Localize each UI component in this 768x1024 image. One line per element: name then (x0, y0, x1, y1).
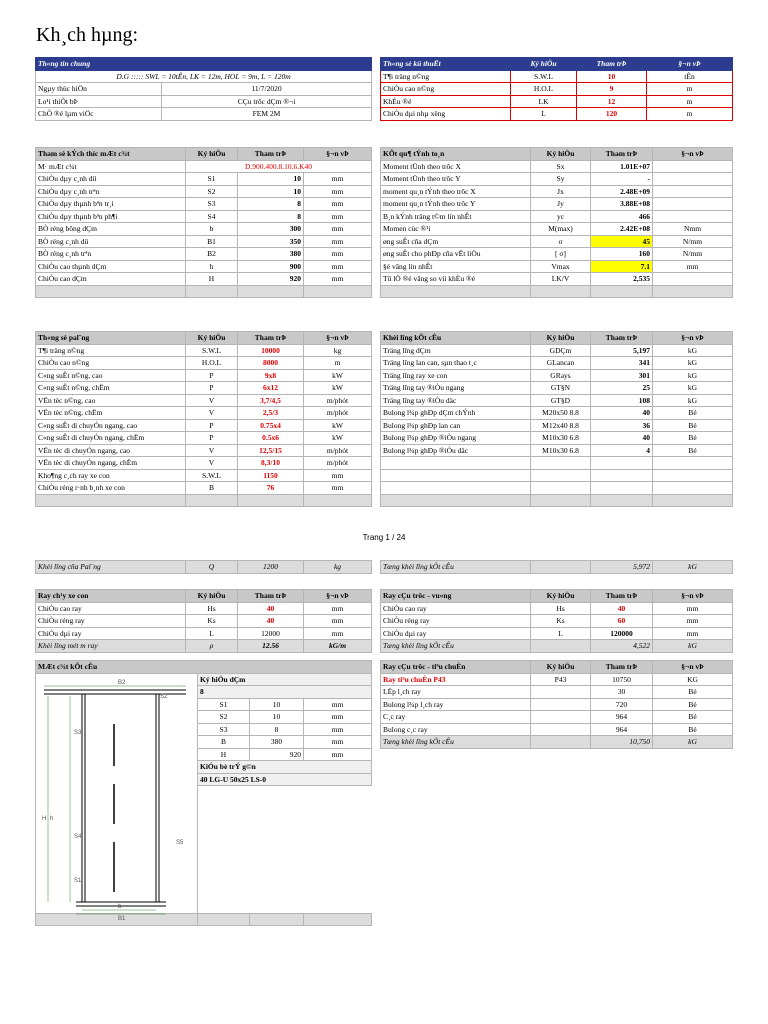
label-s3: S3 (74, 730, 82, 736)
table-row: Moment tÜnh theo trôc X Sx 1.01E+07 (381, 160, 733, 173)
table-row: ChiÒu cao ray Hs 40 mm (381, 602, 733, 615)
table-row: H 920 mm (36, 748, 372, 761)
table-row: Träng lîng tay ®iÒu ngang GT§N 25 kG (381, 382, 733, 395)
label-s2: S2 (160, 694, 168, 700)
table-row: S2 10 mm (36, 711, 372, 724)
table-row: C«ng suÊt di chuyÓn ngang, chËm P 0.5x6 kW (36, 432, 372, 445)
table-row: BÒ réng c¸nh díi B1 350 mm (36, 235, 372, 248)
table-row: Träng lîng dÇm GDÇm 5,197 kG (381, 344, 733, 357)
table-row: S3 8 mm (36, 723, 372, 736)
table-row: S1 10 mm (36, 698, 372, 711)
table-row: ChiÒu cao ray Hs 40 mm (36, 602, 372, 615)
table-row: Träng lîng tay ®iÒu däc GT§D 108 kG (381, 394, 733, 407)
calc-results-table: KÕt qu¶ tÝnh to¸n Ký hiÖu Tham trÞ §¬n vÞ Moment tÜnh theo trôc X Sx 1.01E+07 Moment tÜnh theo trôc Y Sy - moment qu¸n tÝnh theo trôc X Jx 2.48E+09 moment qu¸n tÝnh theo trôc Y Jy 3.88E+08 B¸n kÝnh träng t©m lín nhÊt yc 466 Momen cùc ®¹i M(max) 2.42E+08 Nmm øng suÊt cña dÇm σ 45 N/mm øng suÊt cho phÐp cña vËt liÖu [ σ] 160 N/mm §é vâng lín nhÊt Vmax 7.1 mm Tû lÖ ®é vâng so víi khÈu ®é LK/V 2,535 (380, 147, 733, 298)
table-row: Tû lÖ ®é vâng so víi khÈu ®é LK/V 2,535 (381, 273, 733, 286)
table-row: ChiÒu dµy thµnh bªn ph¶i S4 8 mm (36, 210, 372, 223)
table-row: Bulong l¾p ghÐp dÇm chÝnh M20x50 8.8 40 Bé (381, 407, 733, 420)
table-row: ChiÒu dµy c¸nh díi S1 10 mm (36, 173, 372, 186)
tech-spec-table: Th«ng sè kü thuËt Ký hiÖu Tham trÞ §¬n vÞ T¶i träng n©ng S.W.L 10 tÊn ChiÒu cao n©ng H.O.L 9 m KhÈu ®é LK 12 m ChiÒu dµi nhµ xëng L 120 m (380, 57, 733, 121)
standard-rail-table: Ray cÇu trôc - tiªu chuÈn Ký hiÖu Tham trÞ §¬n vÞ Ray tiªu chuÈn P43 P43 10750 KG LËp l¸ch ray 30 Bé Bulong l¾p l¸ch ray 720 Bé C¸c ray 964 Bé Bulong c¸c ray 964 Bé Tæng khèi lîng kÕt cÊu 10,750 kG (380, 660, 733, 749)
table-row: ChiÒu dµy c¸nh trªn S2 10 mm (36, 185, 372, 198)
beam-params-table: Tham sè kÝch thíc mÆt c¾t Ký hiÖu Tham trÞ §¬n vÞ M· mÆt c¾t D.900.400.8.10.6.K40 ChiÒu dµy c¸nh díi S1 10 mm ChiÒu dµy c¸nh trªn S2 10 mm ChiÒu dµy thµnh bªn tr¸i S3 8 mm ChiÒu dµy thµnh bªn ph¶i S4 8 mm BÒ réng bông dÇm b 300 mm BÒ réng c¸nh díi B1 350 mm BÒ réng c¸nh trªn B2 380 mm ChiÒu cao thµnh dÇm h 900 mm ChiÒu cao dÇm H 920 mm (35, 147, 372, 298)
table-row: ChiÒu réng ray Ks 60 mm (381, 615, 733, 628)
table-row: B¸n kÝnh träng t©m lín nhÊt yc 466 (381, 210, 733, 223)
table-row: ChiÒu cao n©ng H.O.L 8000 m (36, 357, 372, 370)
table-row: moment qu¸n tÝnh theo trôc Y Jy 3.88E+08 (381, 198, 733, 211)
table-row: øng suÊt cho phÐp cña vËt liÖu [ σ] 160 N/mm (381, 248, 733, 261)
table-row: Ngµy thùc hiÖn 11/7/2020 (36, 83, 372, 96)
table-row: moment qu¸n tÝnh theo trôc X Jx 2.48E+09 (381, 185, 733, 198)
table-row: VËn tèc di chuyÓn ngang, chËm V 8,3/10 m/phót (36, 457, 372, 470)
table-row: ChiÒu dµi ray L 12000 mm (36, 627, 372, 640)
table-row: ChiÒu dµi ray L 120000 mm (381, 627, 733, 640)
table-row: ChiÒu cao dÇm H 920 mm (36, 273, 372, 286)
table-row: Träng lîng ray xe con GRays 301 kG (381, 369, 733, 382)
table-row: VËn tèc n©ng, cao V 3,7/4,5 m/phót (36, 394, 372, 407)
hoist-params-table: Th«ng sè pal¨ng Ký hiÖu Tham trÞ §¬n vÞ T¶i träng n©ng S.W.L 10000 kg ChiÒu cao n©ng H.O.L 8000 m C«ng suÊt n©ng, cao P 9x8 kW C«ng suÊt n©ng, chËm P 6x12 kW VËn tèc n©ng, cao V 3,7/4,5 m/phót VËn tèc n©ng, chËm V 2,5/3 m/phót C«ng suÊt di chuyÓn ngang, cao P 0.75x4 kW C«ng suÊt di chuyÓn ngang, chËm P 0.5x6 kW VËn tèc di chuyÓn ngang, cao V 12,5/15 m/phót VËn tèc di chuyÓn ngang, chËm V 8,3/10 m/phót Kho¶ng c¸ch ray xe con S.W.L 1150 mm ChiÒu réng r·nh b¸nh xe con B 76 mm (35, 331, 372, 507)
table-row: BÒ réng bông dÇm b 300 mm (36, 223, 372, 236)
label-h-total: H (42, 816, 47, 822)
table-row: M· mÆt c¾t D.900.400.8.10.6.K40 (36, 160, 372, 173)
hoist-weight-summary: Khèi lîng cña Pal¨ng Q 1200 kg (35, 560, 372, 574)
general-subtitle: D.G ::::: SWL = 10tÊn, LK = 12m, HOL = 9m, L = 120m (36, 70, 372, 83)
table-row: C«ng suÊt n©ng, chËm P 6x12 kW (36, 382, 372, 395)
label-b1: B1 (118, 916, 126, 922)
table-row: ChiÒu dµy thµnh bªn tr¸i S3 8 mm (36, 198, 372, 211)
table-row: ChiÒu cao n©ng H.O.L 9 m (381, 83, 733, 96)
table-row: B 380 mm (36, 736, 372, 749)
table-row: Moment tÜnh theo trôc Y Sy - (381, 173, 733, 186)
table-row: LËp l¸ch ray 30 Bé (381, 686, 733, 699)
table-row: ChiÒu cao thµnh dÇm h 900 mm (36, 260, 372, 273)
general-info-table (35, 57, 372, 121)
table-row: VËn tèc di chuyÓn ngang, cao V 12,5/15 m/phót (36, 444, 372, 457)
structure-weight-summary: Tæng khèi lîng kÕt cÊu 5,972 kG (380, 560, 733, 574)
table-row: T¶i träng n©ng S.W.L 10 tÊn (381, 70, 733, 83)
label-b: b (118, 904, 122, 910)
page-number: Trang 1 / 24 (362, 533, 406, 542)
table-row: ChiÒu réng r·nh b¸nh xe con B 76 mm (36, 482, 372, 495)
table-row: C¸c ray 964 Bé (381, 711, 733, 724)
table-row: Träng lîng lan can, sµn thao t¸c GLancan 341 kG (381, 357, 733, 370)
section-header: MÆt c¾t kÕt cÊu (36, 661, 372, 674)
section-table: MÆt c¾t kÕt cÊu Ký hiÖu dÇm 8 S1 10 mm S2 10 mm S3 8 mm B 380 mm H 920 mm KiÓu bè trÝ g©n 40 LG-U 50x25 LS-0 (35, 660, 372, 926)
table-row: C«ng suÊt di chuyÓn ngang, cao P 0.75x4 kW (36, 419, 372, 432)
table-row: ChiÒu réng ray Ks 40 mm (36, 615, 372, 628)
label-b2: B2 (118, 680, 126, 686)
table-row: KhÈu ®é LK 12 m (381, 95, 733, 108)
table-row: T¶i träng n©ng S.W.L 10000 kg (36, 344, 372, 357)
table-row: C«ng suÊt n©ng, cao P 9x8 kW (36, 369, 372, 382)
table-row: Bulong c¸c ray 964 Bé (381, 723, 733, 736)
table-row: Bulong l¾p ghÐp ®iÒu däc M10x30 6.8 4 Bé (381, 444, 733, 457)
table-row: ChÕ ®é lµm viÖc FEM 2M (36, 108, 372, 121)
table-row: Bulong l¾p ghÐp ®iÒu ngang M10x30 6.8 40 Bé (381, 432, 733, 445)
table-row: Bulong l¾p l¸ch ray 720 Bé (381, 698, 733, 711)
table-row: BÒ réng c¸nh trªn B2 380 mm (36, 248, 372, 261)
label-s1: S1 (74, 878, 82, 884)
label-s5: S5 (176, 840, 184, 846)
table-row: Bulong l¾p ghÐp lan can M12x40 8.8 36 Bé (381, 419, 733, 432)
table-row: VËn tèc n©ng, chËm V 2,5/3 m/phót (36, 407, 372, 420)
girder-section-drawing (36, 674, 194, 924)
table-row: §é vâng lín nhÊt Vmax 7.1 mm (381, 260, 733, 273)
label-s4: S4 (74, 834, 82, 840)
table-row: Kho¶ng c¸ch ray xe con S.W.L 1150 mm (36, 469, 372, 482)
table-row: Lo¹i thiÕt bÞ CÇu trôc dÇm ®¬i (36, 95, 372, 108)
square-rail-table: Ray cÇu trôc - vu«ng Ký hiÖu Tham trÞ §¬n vÞ ChiÒu cao ray Hs 40 mm ChiÒu réng ray Ks 60 mm ChiÒu dµi ray L 120000 mm Tæng khèi lîng kÕt cÊu 4,522 kG (380, 589, 733, 653)
table-row: ChiÒu dµi nhµ xëng L 120 m (381, 108, 733, 121)
weights-table: Khèi lîng kÕt cÊu Ký hiÖu Tham trÞ §¬n vÞ Träng lîng dÇm GDÇm 5,197 kG Träng lîng lan can, sµn thao t¸c GLancan 341 kG Träng lîng ray xe con GRays 301 kG Träng lîng tay ®iÒu ngang GT§N 25 kG Träng lîng tay ®iÒu däc GT§D 108 kG Bulong l¾p ghÐp dÇm chÝnh M20x50 8.8 40 Bé Bulong l¾p ghÐp lan can M12x40 8.8 36 Bé Bulong l¾p ghÐp ®iÒu ngang M10x30 6.8 40 Bé Bulong l¾p ghÐp ®iÒu däc M10x30 6.8 4 Bé (380, 331, 733, 507)
label-h-web: h (50, 816, 54, 822)
page-title: Kh¸ch hµng: (36, 24, 139, 46)
trolley-rail-table: Ray ch¹y xe con Ký hiÖu Tham trÞ §¬n vÞ ChiÒu cao ray Hs 40 mm ChiÒu réng ray Ks 40 mm ChiÒu dµi ray L 12000 mm Khèi lîng mét m ray ρ 12.56 kG/m (35, 589, 372, 653)
table-row: øng suÊt cña dÇm σ 45 N/mm (381, 235, 733, 248)
table-row: Ray tiªu chuÈn P43 P43 10750 KG (381, 673, 733, 686)
general-header: Th«ng tin chung (36, 58, 372, 71)
table-row: Momen cùc ®¹i M(max) 2.42E+08 Nmm (381, 223, 733, 236)
